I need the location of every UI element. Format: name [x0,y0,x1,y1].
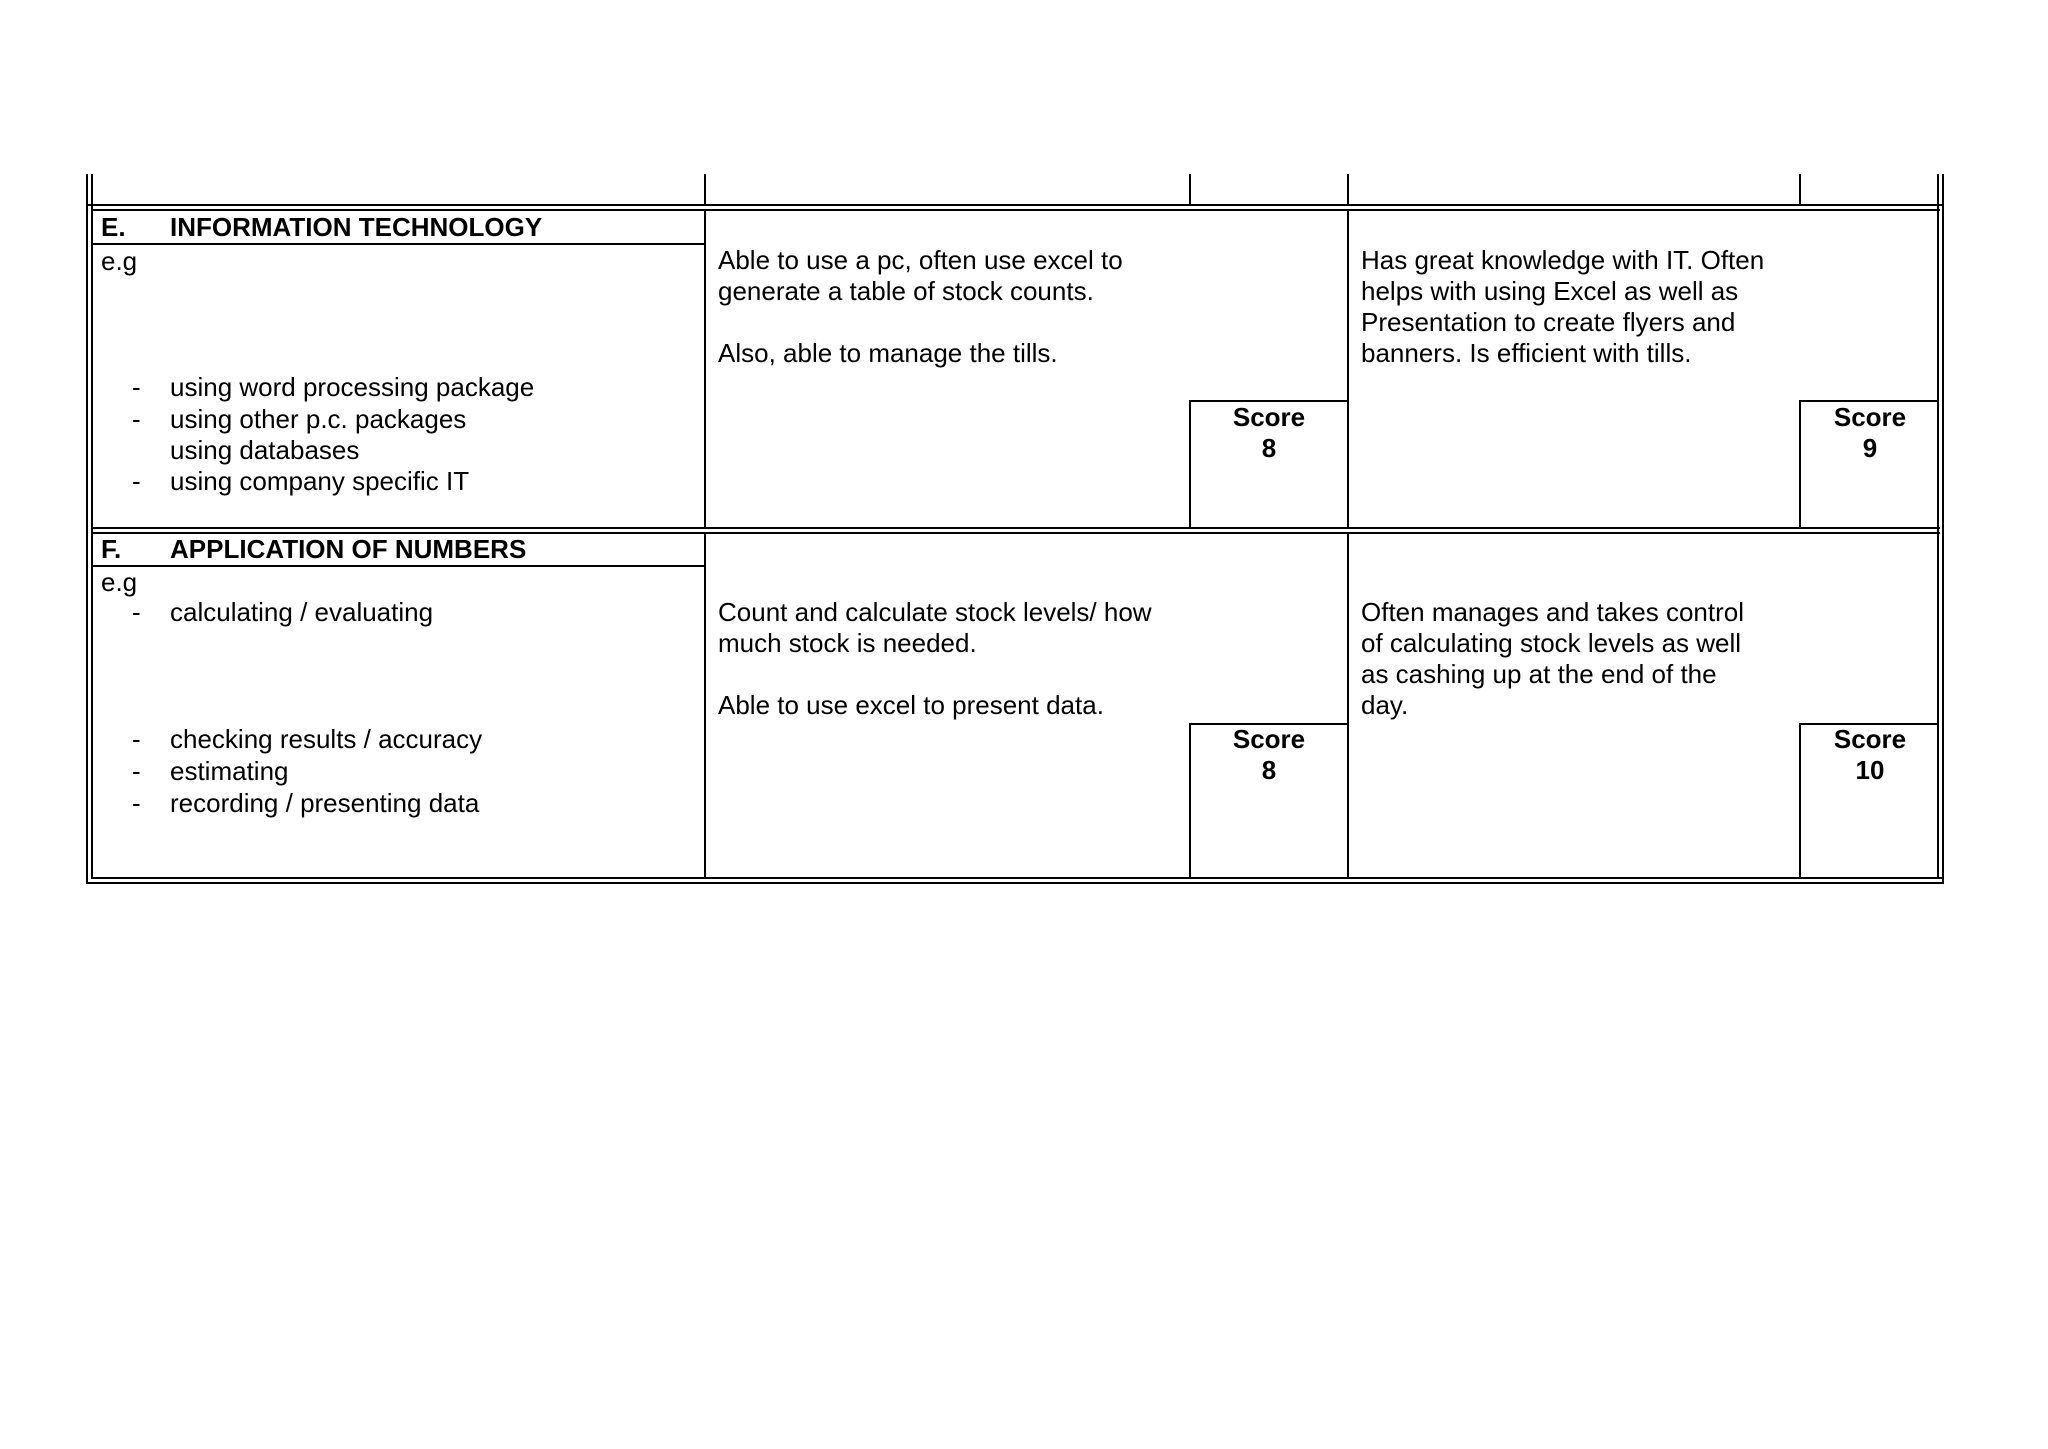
score-value: 9 [1862,433,1878,463]
list-item: using company specific IT [170,466,470,496]
section-title: APPLICATION OF NUMBERS [170,534,527,564]
list-item: using other p.c. packages [170,404,467,434]
list-bullet: - [132,788,141,818]
comment-line: Has great knowledge with IT. Often [1361,245,1765,275]
list-bullet: - [132,404,141,434]
list-bullet: - [132,724,141,754]
comment-line: Able to use a pc, often use excel to [718,245,1123,275]
comment-line: Count and calculate stock levels/ how [718,597,1152,627]
list-item: calculating / evaluating [170,597,434,627]
list-bullet: - [132,372,141,402]
score-value: 8 [1261,755,1277,785]
comment-line: of calculating stock levels as well [1361,628,1742,658]
score-label: Score [1232,402,1306,432]
comment-line: banners. Is efficient with tills. [1361,338,1692,368]
section-title: INFORMATION TECHNOLOGY [170,212,543,242]
list-bullet: - [132,597,141,627]
score-value: 8 [1261,433,1277,463]
section-letter: F. [101,534,122,564]
comment-line: Presentation to create flyers and [1361,307,1736,337]
list-bullet: - [132,756,141,786]
list-item: using word processing package [170,372,535,402]
list-item: checking results / accuracy [170,724,483,754]
comment-line: Able to use excel to present data. [718,690,1104,720]
score-value: 10 [1855,755,1885,785]
comment-line: Often manages and takes control [1361,597,1745,627]
comment-line: Also, able to manage the tills. [718,338,1058,368]
comment-line: generate a table of stock counts. [718,276,1094,306]
list-item: recording / presenting data [170,788,480,818]
comment-line: as cashing up at the end of the [1361,659,1717,689]
eg-label: e.g [101,246,138,276]
eg-label: e.g [101,567,138,597]
comment-line: day. [1361,690,1409,720]
section-letter: E. [101,212,126,242]
score-label: Score [1232,724,1306,754]
comment-line: much stock is needed. [718,628,977,658]
list-bullet: - [132,466,141,496]
comment-line: helps with using Excel as well as [1361,276,1739,306]
list-item: estimating [170,756,289,786]
list-item: using databases [170,435,360,465]
score-label: Score [1833,402,1907,432]
score-label: Score [1833,724,1907,754]
